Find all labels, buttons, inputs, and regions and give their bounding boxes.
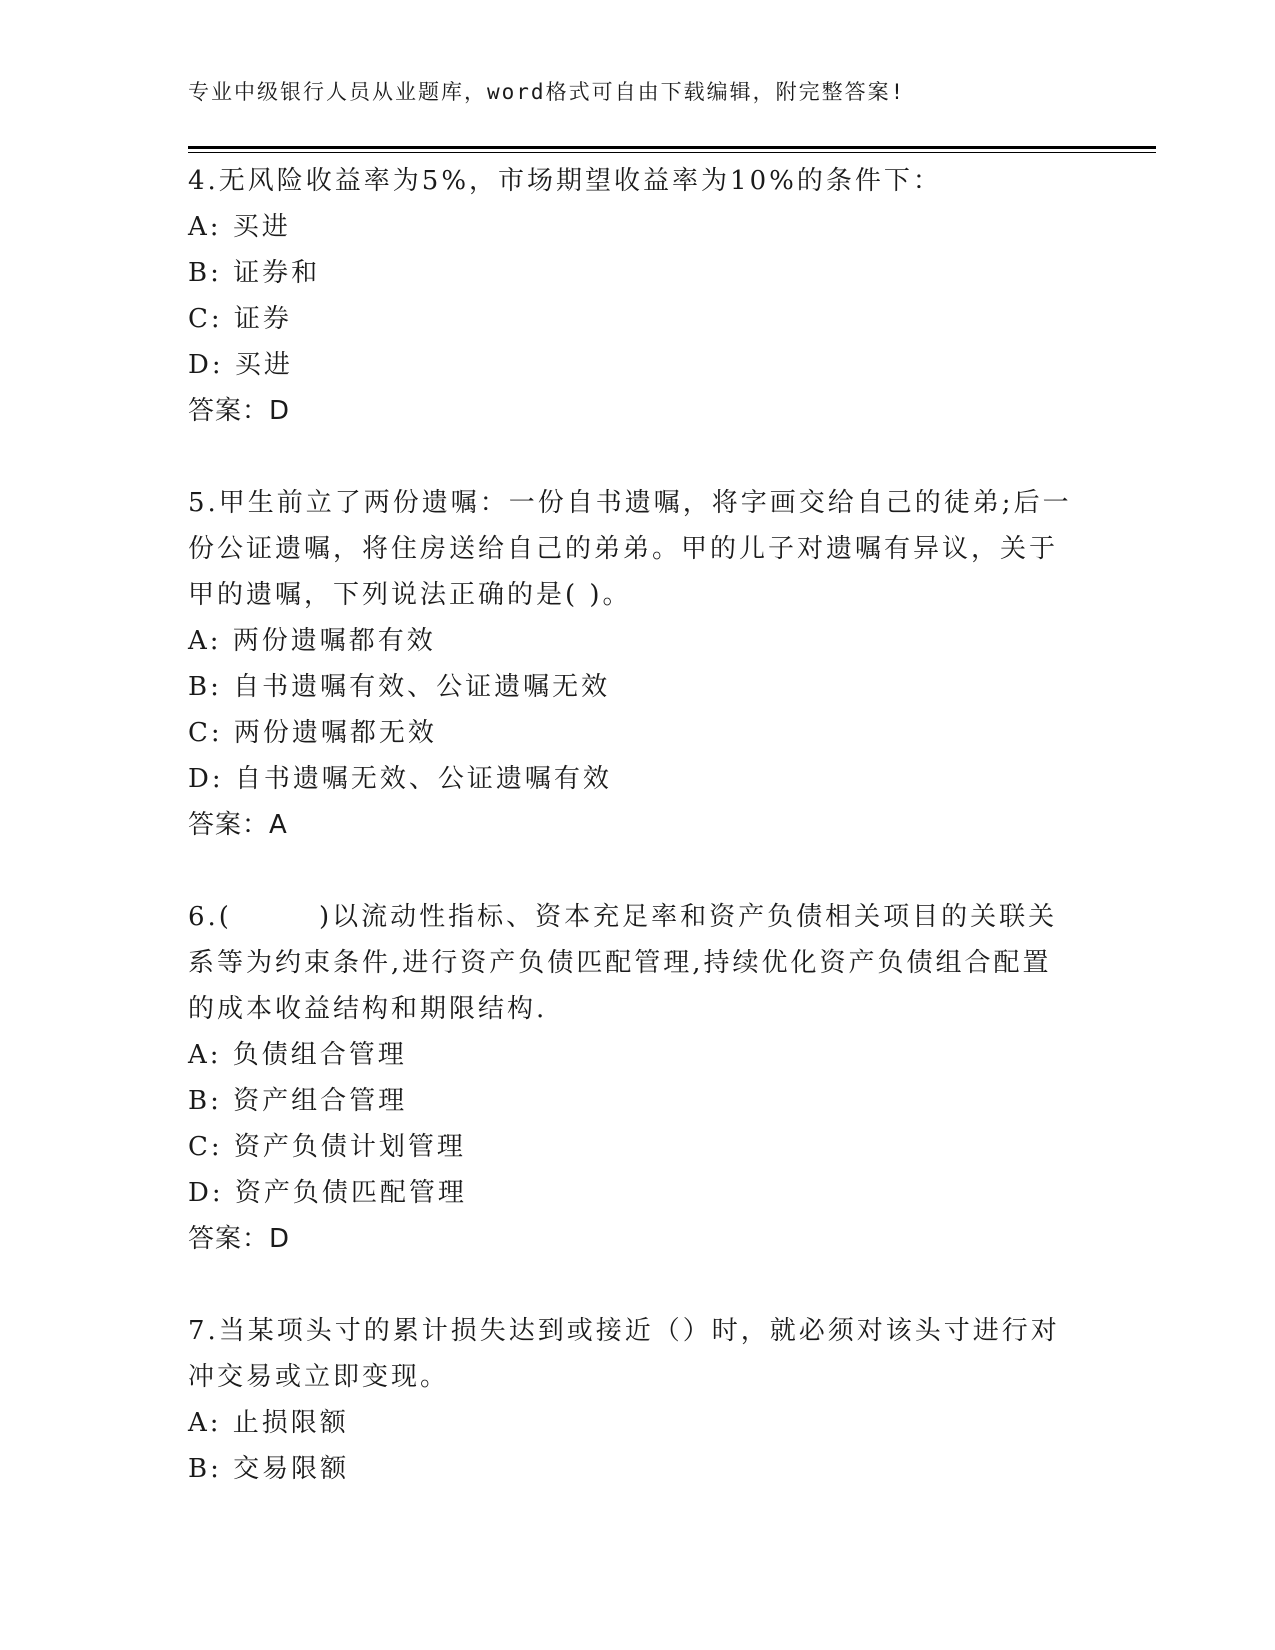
question-7: [188, 1308, 1078, 1492]
option-c: C: 证券: [188, 304, 292, 334]
question-text: 4.无风险收益率为5%，市场期望收益率为10%的条件下：: [188, 166, 942, 196]
question-text: 5.甲生前立了两份遗嘱：一份自书遗嘱，将字画交给自己的徒弟;后一份公证遗嘱，将住房送给自己的弟弟。甲的儿子对遗嘱有异议，关于甲的遗嘱，下列说法正确的是( )。: [188, 488, 1072, 610]
question-6: [188, 894, 1078, 1262]
question-text: 7.当某项头寸的累计损失达到或接近（）时，就必须对该头寸进行对冲交易或立即变现。: [188, 1316, 1060, 1392]
question-5: [188, 480, 1078, 848]
question-list: [188, 158, 1078, 1492]
option-b: B: 交易限额: [188, 1454, 350, 1484]
header-divider-thin: [188, 152, 1156, 153]
option-a: A: 两份遗嘱都有效: [188, 626, 436, 656]
option-a: A: 买进: [188, 212, 291, 242]
option-b: B: 证券和: [188, 258, 321, 288]
option-a: A: 负债组合管理: [188, 1040, 407, 1070]
option-d: D: 资产负债匹配管理: [188, 1178, 467, 1208]
answer: 答案：D: [188, 1224, 291, 1254]
option-b: B: 自书遗嘱有效、公证遗嘱无效: [188, 672, 611, 702]
header-divider-thick: [188, 146, 1156, 149]
option-d: D: 自书遗嘱无效、公证遗嘱有效: [188, 764, 612, 794]
option-c: C: 两份遗嘱都无效: [188, 718, 437, 748]
option-c: C: 资产负债计划管理: [188, 1132, 466, 1162]
option-b: B: 资产组合管理: [188, 1086, 408, 1116]
answer: 答案：D: [188, 396, 291, 426]
option-d: D: 买进: [188, 350, 293, 380]
question-4: [188, 158, 1078, 434]
page-header: 专业中级银行人员从业题库，word格式可自由下载编辑，附完整答案!: [188, 80, 906, 104]
option-a: A: 止损限额: [188, 1408, 349, 1438]
question-text: 6.( )以流动性指标、资本充足率和资产负债相关项目的关联关系等为约束条件,进行资产负债匹配管理,持续优化资产负债组合配置的成本收益结构和期限结构.: [188, 902, 1058, 1024]
answer: 答案：A: [188, 810, 288, 840]
